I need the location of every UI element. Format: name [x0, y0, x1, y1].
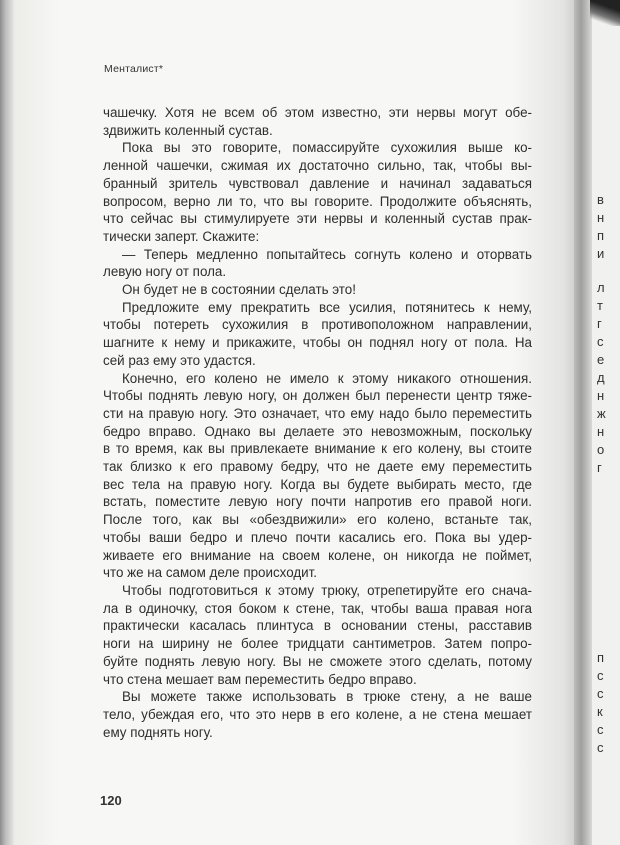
facing-page-letter: н [597, 388, 605, 403]
text-line: что сейчас вы стимулируете эти нервы и коленный сустав прак- [103, 211, 532, 227]
facing-page-letter: с [597, 686, 604, 701]
facing-page-letter: н [597, 424, 605, 439]
facing-page-letter: п [597, 650, 605, 665]
facing-page-letter: к [597, 704, 603, 719]
text-line: встать, поместите левую ногу почти напротив его правой ноги. [103, 494, 532, 510]
paragraph [103, 139, 532, 245]
text-line: Пока вы это говорите, помассируйте сухожилия выше ко- [122, 140, 532, 156]
text-line: Предложите ему прекратить все усилия, потянитесь к нему, [122, 299, 532, 315]
text-line: бранный зритель чувствовал давление и начинал задаваться [103, 175, 532, 191]
facing-page-letter: п [597, 228, 605, 243]
body-text [103, 104, 532, 741]
paragraph [103, 688, 532, 741]
book-edge [0, 0, 14, 845]
text-line: чтобы потереть сухожилия в противоположном направлении, [103, 317, 532, 333]
facing-page-letter: и [597, 246, 605, 261]
page-number: 120 [100, 793, 122, 808]
text-line: Вы можете также использовать в трюке стену, а не ваше [122, 689, 532, 705]
text-line: — Теперь медленно попытайтесь согнуть колено и оторвать [122, 246, 532, 262]
text-line: ленной чашечки, сжимая их достаточно сильно, так, чтобы вы- [103, 158, 532, 174]
facing-page-letter: л [597, 280, 605, 295]
text-line: буйте поднять левую ногу. Вы не сможете этого сделать, потому [103, 653, 532, 669]
facing-page-letter: о [597, 442, 605, 457]
facing-page-letter: д [597, 370, 605, 385]
text-line: вес тела на правую ногу. Когда вы будете выбирать место, где [103, 476, 532, 492]
text-line: бедро вправо. Однако вы делаете это невозможным, поскольку [103, 423, 532, 439]
paragraph [103, 104, 532, 139]
text-line: После того, как вы «обездвижили» его колено, встаньте так, [103, 512, 532, 528]
paragraph [103, 281, 532, 299]
text-line: в то время, как вы привлекаете внимание к его колену, вы стоите [103, 441, 532, 457]
facing-page-letter: в [597, 192, 604, 207]
text-line: ноги на ширину не более тридцати сантиметров. Затем попро- [103, 636, 532, 652]
text-line: тически заперт. Скажите: [103, 228, 260, 244]
facing-page-letter: ж [597, 406, 606, 421]
facing-page-letter: с [597, 740, 604, 755]
text-line: левую ногу от пола. [103, 264, 227, 280]
text-line: здвижить коленный сустав. [103, 122, 273, 138]
facing-page-letter: е [597, 352, 605, 367]
text-line: Чтобы поднять левую ногу, он должен был перенести центр тяже- [103, 388, 532, 404]
scan-corner-shadow [590, 0, 620, 26]
facing-page-letter: с [597, 722, 604, 737]
text-line: Чтобы подготовиться к этому трюку, отрепетируйте его снача- [122, 582, 532, 598]
text-line: так близко к его правому бедру, что не даете ему переместить [103, 459, 532, 475]
facing-page-letter: с [597, 668, 604, 683]
text-line: шагните к нему и прикажите, чтобы он поднял ногу от пола. На [103, 335, 532, 351]
paragraph [103, 246, 532, 281]
paragraph [103, 370, 532, 582]
text-line: чашечку. Хотя не всем об этом известно, эти нервы могут обе- [103, 105, 532, 120]
text-line: ему поднять ногу. [103, 724, 213, 740]
facing-page-letter: н [597, 210, 605, 225]
facing-page-letter: г [597, 316, 602, 331]
facing-page-letter: г [597, 460, 602, 475]
text-line: что стена мешает вам переместить бедро вправо. [103, 671, 417, 687]
text-line: тело, убеждая его, что это нерв в его колене, а не стена мешает [103, 706, 532, 722]
text-line: ла в одиночку, стоя боком к стене, так, чтобы ваша правая нога [103, 600, 532, 616]
paragraph [103, 582, 532, 688]
text-line: чтобы ваши бедро и плечо почти касались его. Пока вы удер- [103, 529, 532, 545]
text-line: сти на правую ногу. Это означает, что ему надо было переместить [103, 405, 532, 421]
facing-page-letter: с [597, 334, 604, 349]
book-gutter [574, 0, 592, 845]
text-line: вопросом, верно ли то, что вы говорите. Продолжите объяснять, [103, 193, 532, 209]
text-line: живаете его внимание на своем колене, он никогда не поймет, [103, 547, 532, 563]
facing-page-letter: т [597, 298, 603, 313]
text-line: сей раз ему это удастся. [103, 352, 256, 368]
text-line: что же на самом деле происходит. [103, 565, 318, 581]
paragraph [103, 299, 532, 370]
running-header: Менталист* [104, 63, 164, 75]
text-line: Он будет не в состоянии сделать это! [122, 282, 356, 298]
text-line: практически касалась плинтуса в основании стены, расставив [103, 618, 532, 634]
text-line: Конечно, его колено не имело к этому никакого отношения. [122, 370, 532, 386]
